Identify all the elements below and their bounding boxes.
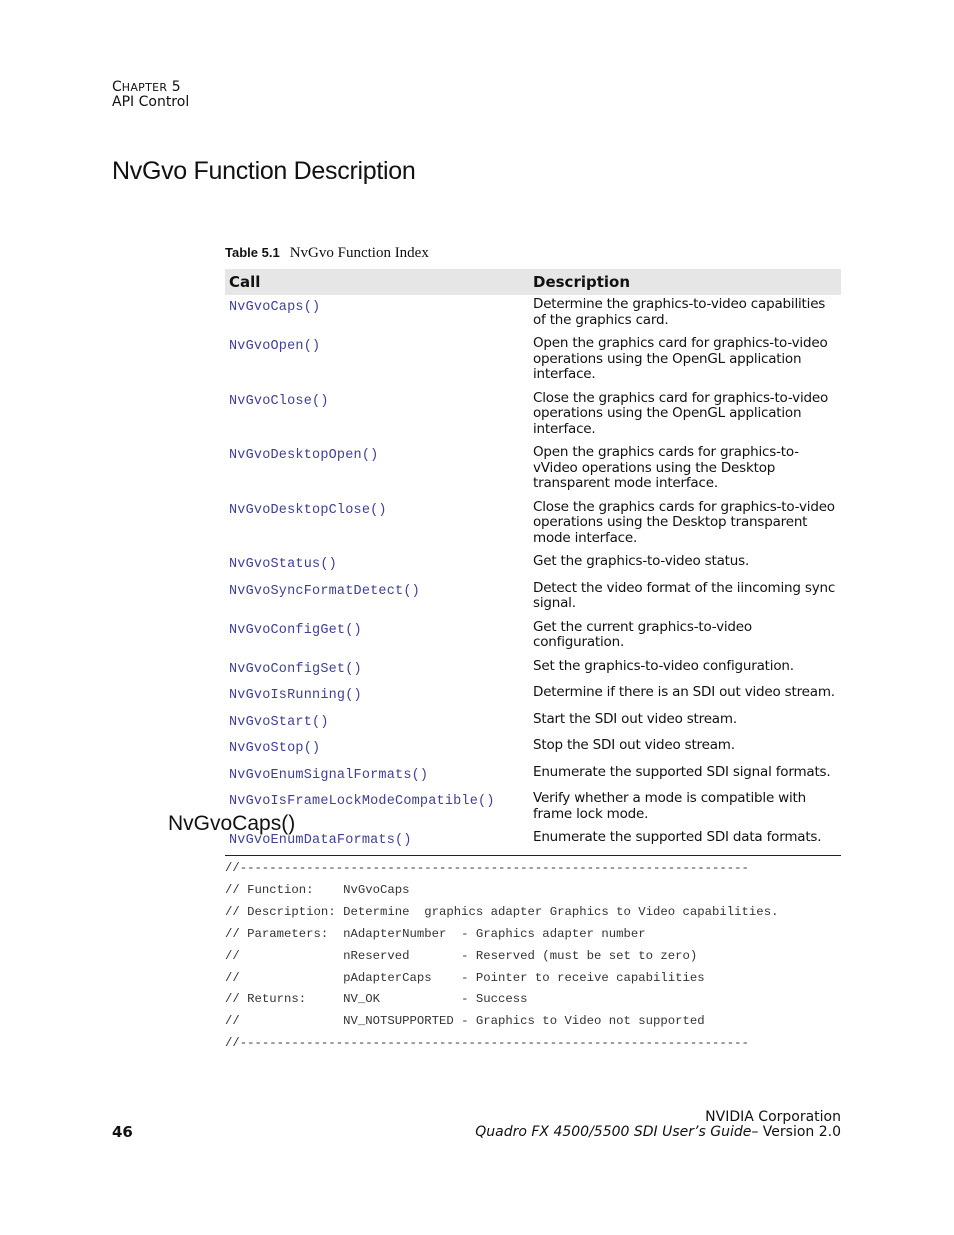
cell-description: Enumerate the supported SDI signal formats. [533, 763, 831, 780]
table-row [225, 498, 841, 553]
code-line: // Description: Determine graphics adapter Graphics to Video capabilities. [225, 904, 779, 919]
table-caption-title: NvGvo Function Index [289, 245, 429, 261]
chapter-smallcaps: HAPTER [121, 81, 168, 94]
table-body [225, 295, 841, 855]
table-row [225, 389, 841, 444]
code-line: //--------------------------------------------------------------------- [225, 861, 749, 875]
function-link[interactable]: NvGvoClose() [229, 393, 329, 409]
page-number: 46 [112, 1123, 133, 1141]
function-link[interactable]: NvGvoIsRunning() [229, 688, 362, 703]
table-row [225, 618, 841, 657]
table-row [225, 295, 841, 334]
subsection-title: NvGvoCaps() [168, 812, 296, 835]
code-line: // Function: NvGvoCaps [225, 882, 410, 897]
table-row [225, 579, 841, 618]
cell-call [225, 657, 529, 684]
cell-call [225, 498, 529, 553]
column-header-description: Description [529, 269, 841, 295]
cell-call [225, 334, 529, 389]
function-index-table [225, 269, 841, 856]
table-caption-number: Table 5.1 [225, 245, 280, 260]
table-row [225, 552, 841, 579]
table-row [225, 683, 841, 710]
page-title: NvGvo Function Description [112, 157, 416, 185]
table-row [225, 789, 841, 828]
cell-description: Close the graphics card for graphics-to-video operations using the OpenGL application interface. [533, 389, 829, 437]
table-row [225, 334, 841, 389]
cell-description: Close the graphics cards for graphics-to-video operations using the Desktop transparent mode interface. [533, 498, 835, 546]
footer-company: NVIDIA Corporation [705, 1109, 841, 1125]
function-link[interactable]: NvGvoStart() [229, 714, 329, 730]
cell-description: Verify whether a mode is compatible with frame lock mode. [533, 790, 806, 822]
table-row [225, 828, 841, 855]
code-line: //--------------------------------------------------------------------- [225, 1036, 749, 1051]
function-link[interactable]: NvGvoEnumSignalFormats() [229, 767, 429, 783]
cell-call [225, 683, 529, 710]
cell-call [225, 763, 529, 790]
cell-description: Detect the video format of the iincoming sync signal. [533, 579, 836, 611]
cell-description: Get the graphics-to-video status. [533, 553, 750, 569]
cell-call [225, 443, 529, 498]
cell-call [225, 552, 529, 579]
section-label: API Control [112, 94, 190, 110]
function-link[interactable]: NvGvoStatus() [229, 557, 337, 572]
cell-call [225, 736, 529, 763]
code-line: // nReserved - Reserved (must be set to zero) [225, 948, 698, 963]
footer-guide-version: – Version 2.0 [751, 1124, 841, 1140]
cell-call [225, 389, 529, 444]
code-block [225, 858, 778, 1055]
code-line: // NV_NOTSUPPORTED - Graphics to Video not supported [225, 1014, 705, 1029]
function-link[interactable]: NvGvoConfigSet() [229, 661, 362, 677]
table-row [225, 763, 841, 790]
footer-guide [475, 1124, 841, 1140]
cell-description: Open the graphics card for graphics-to-video operations using the OpenGL application interface. [533, 335, 828, 382]
cell-description: Start the SDI out video stream. [533, 710, 737, 727]
function-link[interactable]: NvGvoDesktopClose() [229, 502, 387, 518]
cell-call [225, 710, 529, 737]
code-line: // pAdapterCaps - Pointer to receive capabilities [225, 970, 705, 985]
function-link[interactable]: NvGvoDesktopOpen() [229, 448, 379, 463]
function-link[interactable]: NvGvoOpen() [229, 339, 321, 354]
function-link[interactable]: NvGvoCaps() [229, 300, 321, 315]
table-caption [225, 245, 429, 262]
cell-description: Determine the graphics-to-video capabilities of the graphics card. [533, 296, 826, 328]
function-link[interactable]: NvGvoIsFrameLockModeCompatible() [229, 794, 495, 809]
cell-description: Enumerate the supported SDI data formats. [533, 829, 822, 845]
function-link[interactable]: NvGvoSyncFormatDetect() [229, 583, 420, 599]
cell-call [225, 618, 529, 657]
code-line: // Returns: NV_OK - Success [225, 992, 528, 1007]
function-link[interactable]: NvGvoConfigGet() [229, 622, 362, 638]
chapter-number: 5 [171, 79, 181, 95]
cell-description: Stop the SDI out video stream. [533, 737, 735, 753]
table-row [225, 710, 841, 737]
function-link[interactable]: NvGvoStop() [229, 741, 321, 756]
table-row [225, 736, 841, 763]
code-line: // Parameters: nAdapterNumber - Graphics adapter number [225, 926, 646, 941]
table-row [225, 443, 841, 498]
chapter-prefix: C [112, 79, 122, 95]
cell-description: Set the graphics-to-video configuration. [533, 657, 794, 674]
cell-call [225, 579, 529, 618]
table-row [225, 657, 841, 684]
table-header-row [225, 269, 841, 295]
cell-description: Determine if there is an SDI out video stream. [533, 684, 835, 700]
cell-description: Open the graphics cards for graphics-to-vVideo operations using the Desktop transparent mode interface. [533, 444, 799, 491]
cell-description: Get the current graphics-to-video configuration. [533, 618, 752, 650]
footer-guide-title: Quadro FX 4500/5500 SDI User’s Guide [475, 1124, 752, 1140]
cell-call [225, 295, 529, 334]
column-header-call: Call [225, 269, 529, 295]
function-link[interactable]: NvGvoEnumDataFormats() [229, 833, 412, 848]
